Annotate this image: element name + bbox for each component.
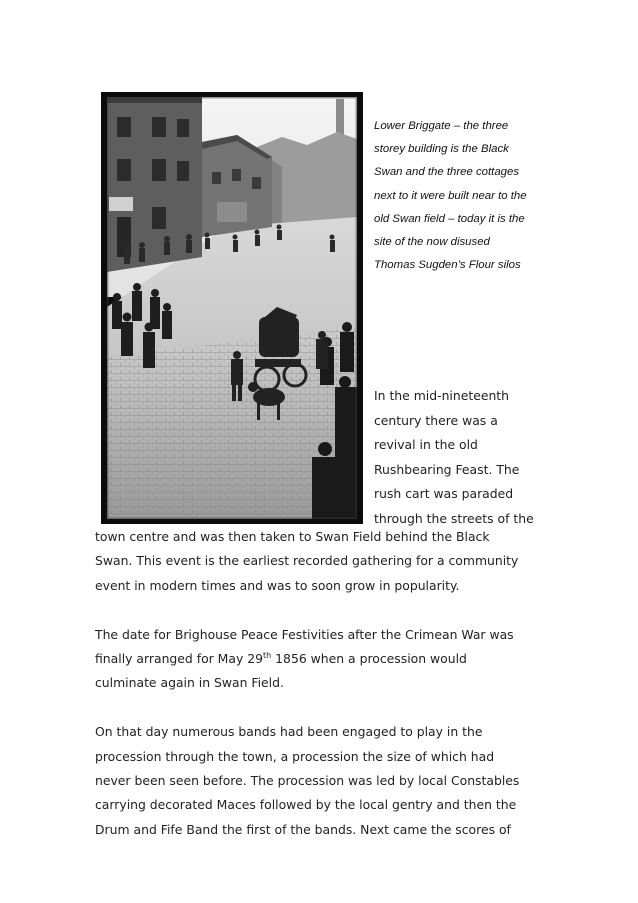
text-line: town centre and was then taken to Swan Field behind the Black — [95, 529, 490, 544]
superscript: th — [263, 651, 272, 661]
body-text — [95, 525, 555, 842]
lower-briggate-photo — [107, 97, 357, 519]
text-span: 1856 when a procession would — [271, 651, 467, 667]
caption-line: old Swan field – today it is the — [374, 212, 525, 225]
caption-line: next to it were built near to the — [374, 189, 527, 202]
paragraph-intro — [374, 384, 554, 532]
text-line: through the streets of the — [374, 510, 534, 526]
text-line: event in modern times and was to soon grow in popularity. — [95, 577, 460, 593]
photo-caption — [374, 115, 559, 277]
text-line: On that day numerous bands had been engaged to play in the — [95, 724, 483, 740]
caption-line: Lower Briggate – the three — [374, 120, 509, 132]
paragraph-spacer — [95, 696, 555, 720]
text-line: Swan. This event is the earliest recorded gathering for a community — [95, 553, 519, 569]
text-line — [95, 647, 555, 671]
text-line: revival in the old — [374, 437, 478, 453]
caption-line: storey building is the Black — [374, 143, 509, 156]
text-line: In the mid-nineteenth — [374, 388, 510, 403]
text-line: rush cart was paraded — [374, 486, 514, 502]
text-line: culminate again in Swan Field. — [95, 675, 284, 691]
paragraph-spacer — [95, 598, 555, 622]
text-line: procession through the town, a procession the size of which had — [95, 748, 495, 764]
text-line: never been seen before. The procession was led by local Constables — [95, 773, 520, 789]
text-line: century there was a — [374, 412, 498, 428]
text-span: finally arranged for May 29 — [95, 651, 264, 667]
text-line: carrying decorated Maces followed by the local gentry and then the — [95, 797, 517, 813]
historic-photo-frame — [101, 92, 363, 524]
text-line: The date for Brighouse Peace Festivities after the Crimean War was — [95, 626, 514, 642]
text-line: Drum and Fife Band the first of the bands. Next came the scores of — [95, 821, 511, 837]
text-line: Rushbearing Feast. The — [374, 461, 520, 477]
caption-line: site of the now disused — [374, 236, 490, 249]
caption-line: Thomas Sugden’s Flour silos — [374, 259, 521, 272]
caption-line: Swan and the three cottages — [374, 166, 520, 179]
